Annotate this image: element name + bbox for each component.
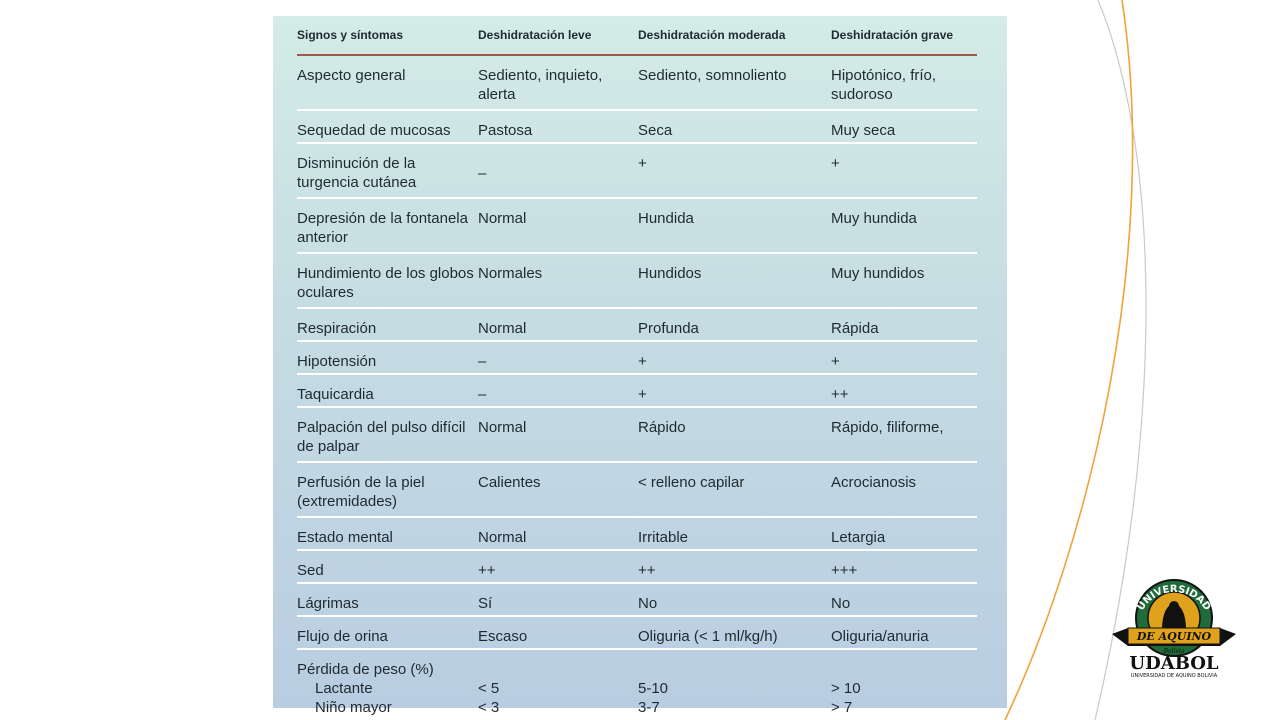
cell-moderada: < relleno capilar [638,474,745,491]
cell-leve: Normal [478,419,527,436]
cell-grave: Hipotónico, frío, sudoroso [831,67,937,103]
weight-loss-lactante-moderada: 5-10 [638,680,669,697]
cell-moderada: Seca [638,122,673,139]
cell-leve: ++ [478,562,496,579]
cell-leve: Sí [478,595,493,612]
cell-leve: Normales [478,265,543,282]
row-label: Sed [297,562,324,579]
row-label: Respiración [297,320,377,337]
cell-leve: Normal [478,320,527,337]
logo-brand: UDABOL [1129,653,1219,674]
cell-grave: Muy hundida [831,210,917,227]
dehydration-table [297,16,977,720]
table-row [297,616,977,649]
weight-loss-lactante-grave: > 10 [831,680,861,697]
table-row [297,374,977,407]
table-row [297,517,977,550]
cell-grave: Rápido, filiforme, [831,419,944,436]
cell-moderada: + [638,386,647,403]
cell-moderada: Hundida [638,210,694,227]
cell-moderada: Irritable [638,529,689,546]
table-row-weight-loss [297,649,977,720]
cell-moderada: Rápido [638,419,686,436]
cell-leve: – [478,353,487,370]
cell-leve: Escaso [478,628,528,645]
table-row [297,550,977,583]
cell-grave: ++ [831,386,849,403]
cell-leve: Calientes [478,474,541,491]
row-label: Perfusión de la piel (extremidades) [297,474,425,510]
table-row [297,55,977,110]
logo-ribbon-text: DE AQUINO [1136,630,1212,643]
table-header-row [297,16,977,55]
dehydration-table-panel [273,16,1007,716]
cell-moderada: ++ [638,562,656,579]
row-label: Hipotensión [297,353,377,370]
table-row [297,308,977,341]
weight-loss-nino-mayor-moderada: 3-7 [638,699,660,716]
table-row [297,583,977,616]
cell-grave: No [831,595,851,612]
row-label: Aspecto general [297,67,406,84]
row-label: Hundimiento de los globos oculares [297,265,474,301]
weight-loss-lactante-leve: < 5 [478,680,500,697]
cell-grave: Acrocianosis [831,474,917,491]
row-label: Lágrimas [297,595,359,612]
table-row [297,110,977,143]
table-row [297,462,977,517]
cell-grave: +++ [831,562,858,579]
weight-loss-nino-mayor-grave: > 7 [831,699,853,716]
cell-grave: + [831,353,840,370]
table-row [297,253,977,308]
row-label: Disminución de la turgencia cutánea [297,155,417,191]
udabol-logo [1104,576,1244,680]
row-label: Taquicardia [297,386,374,403]
cell-leve: Normal [478,210,527,227]
row-label: Palpación del pulso difícil de palpar [297,419,466,455]
logo-tagline: UNIVERSIDAD DE AQUINO BOLIVIA [1130,673,1218,679]
cell-grave: Rápida [831,320,879,337]
cell-leve: Normal [478,529,527,546]
weight-loss-label: Pérdida de peso (%) [297,661,434,678]
logo-country: Bolivia [1163,648,1185,655]
cell-grave: Muy seca [831,122,896,139]
table-row [297,407,977,462]
header-moderada: Deshidratación moderada [638,16,831,55]
cell-grave: Muy hundidos [831,265,925,282]
cell-moderada: No [638,595,658,612]
cell-moderada: + [638,353,647,370]
cell-grave: + [831,155,840,172]
cell-leve: Pastosa [478,122,533,139]
row-label: Estado mental [297,529,393,546]
cell-moderada: Oliguria (< 1 ml/kg/h) [638,628,778,645]
cell-moderada: Hundidos [638,265,702,282]
cell-moderada: Sediento, somnoliento [638,67,787,84]
header-grave: Deshidratación grave [831,16,977,55]
row-label: Flujo de orina [297,628,388,645]
weight-loss-lactante-label: Lactante [315,680,373,697]
row-label: Sequedad de mucosas [297,122,451,139]
row-label: Depresión de la fontanela anterior [297,210,468,246]
table-row [297,341,977,374]
weight-loss-nino-mayor-leve: < 3 [478,699,500,716]
cell-leve: – [478,165,487,182]
cell-grave: Letargia [831,529,886,546]
cell-leve: Sediento, inquieto, alerta [478,67,603,103]
cell-moderada: + [638,155,647,172]
cell-leve: – [478,386,487,403]
table-row [297,143,977,198]
logo-arc-text: UNIVERSIDAD [1135,583,1213,613]
header-signos: Signos y síntomas [297,16,478,55]
cell-grave: Oliguria/anuria [831,628,929,645]
header-leve: Deshidratación leve [478,16,638,55]
cell-moderada: Profunda [638,320,699,337]
table-row [297,198,977,253]
weight-loss-nino-mayor-label: Niño mayor [315,699,392,716]
